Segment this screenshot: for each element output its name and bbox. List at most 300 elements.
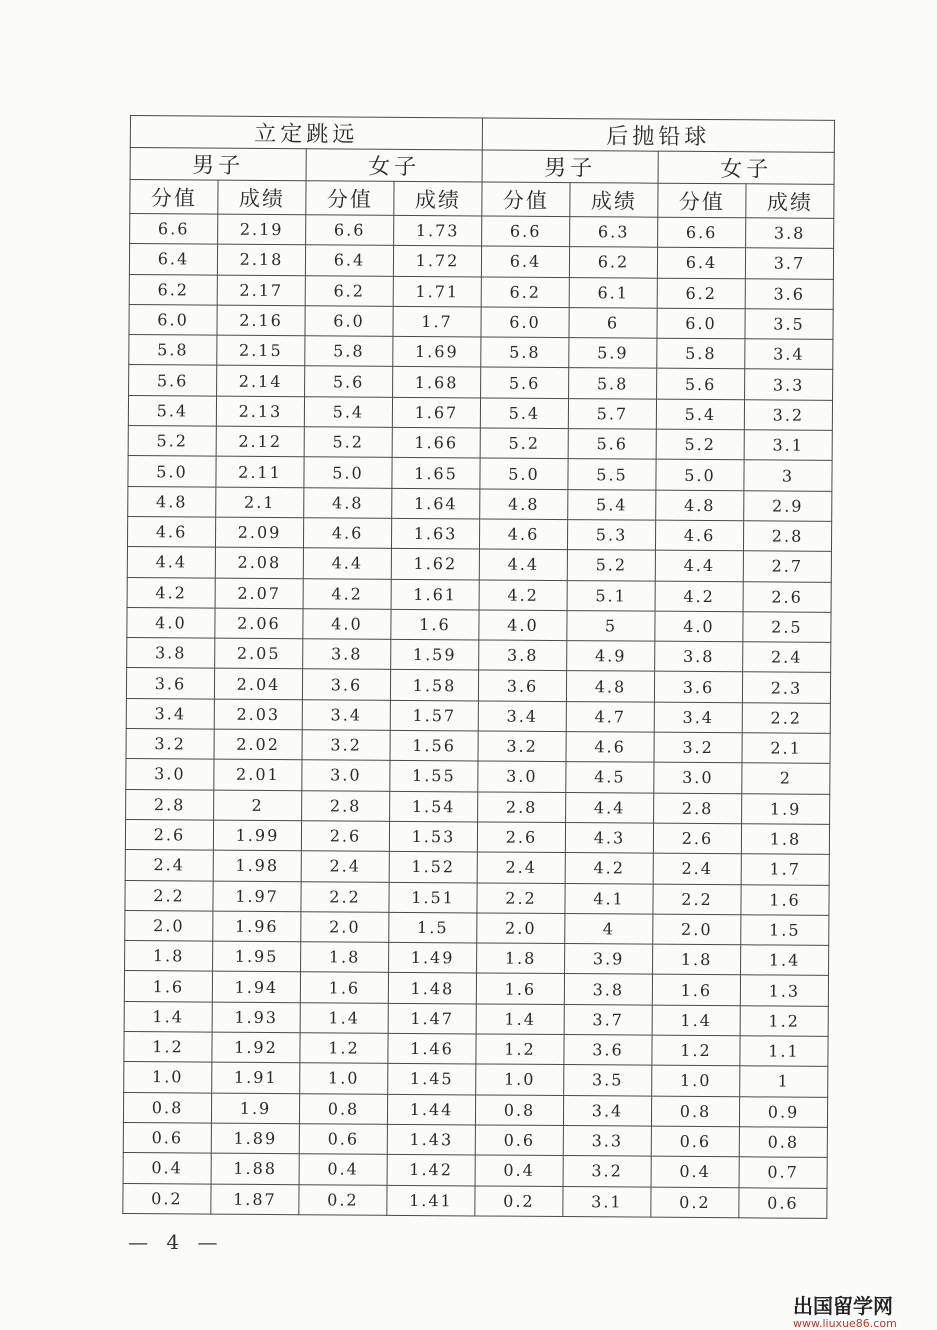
- score-cell: 5.4: [656, 399, 744, 430]
- score-cell: 3.2: [654, 732, 742, 763]
- result-cell: 2: [742, 763, 830, 794]
- score-cell: 2.6: [653, 823, 741, 854]
- table-row: [123, 1092, 827, 1127]
- result-cell: 3.8: [746, 218, 834, 249]
- score-cell: 5.6: [657, 369, 745, 400]
- result-cell: 1.9: [211, 1093, 299, 1124]
- event-header-row: [130, 116, 834, 153]
- score-cell: 4.0: [303, 609, 391, 640]
- result-cell: 1.3: [740, 975, 828, 1006]
- score-cell: 5.6: [129, 365, 217, 396]
- column-header-row: [130, 180, 834, 219]
- result-cell: 1.88: [211, 1153, 299, 1184]
- result-cell: 6.1: [569, 277, 657, 308]
- result-cell: 1.47: [388, 1003, 476, 1034]
- score-cell: 2.8: [478, 792, 566, 823]
- result-cell: 4: [565, 913, 653, 944]
- score-cell: 2.0: [477, 913, 565, 944]
- score-cell: 5.4: [480, 398, 568, 429]
- score-cell: 3.8: [479, 640, 567, 671]
- result-cell: 1.57: [390, 700, 478, 731]
- score-cell: 1.0: [300, 1063, 388, 1094]
- table-row: [123, 1122, 827, 1157]
- result-cell: 5.6: [568, 429, 656, 460]
- score-body: [123, 214, 834, 1219]
- score-cell: 2.4: [125, 850, 213, 881]
- result-cell: 0.9: [739, 1096, 827, 1127]
- result-cell: 1.67: [392, 397, 480, 428]
- result-cell: 3.7: [564, 1004, 652, 1035]
- table-row: [123, 1183, 827, 1218]
- result-cell: 5.8: [569, 368, 657, 399]
- score-cell: 3.8: [127, 638, 215, 669]
- score-cell: 2.0: [653, 914, 741, 945]
- score-cell: 5.0: [656, 460, 744, 491]
- score-cell: 2.2: [477, 882, 565, 913]
- result-cell: 1.93: [212, 1002, 300, 1033]
- result-cell: 1.58: [390, 670, 478, 701]
- score-cell: 6.6: [482, 216, 570, 247]
- column-header: 分值: [130, 180, 218, 215]
- result-cell: 1.69: [393, 337, 481, 368]
- result-cell: 4.2: [565, 853, 653, 884]
- score-cell: 0.4: [475, 1155, 563, 1186]
- score-cell: 3.0: [478, 761, 566, 792]
- score-cell: 3.6: [302, 669, 390, 700]
- score-cell: 3.2: [302, 730, 390, 761]
- score-cell: 0.8: [123, 1092, 211, 1123]
- score-cell: 2.0: [301, 912, 389, 943]
- result-cell: 0.6: [739, 1187, 827, 1218]
- result-cell: 2.2: [742, 703, 830, 734]
- result-cell: 1.99: [213, 820, 301, 851]
- result-cell: 1.56: [390, 730, 478, 761]
- score-cell: 4.6: [303, 518, 391, 549]
- result-cell: 1.2: [740, 1006, 828, 1037]
- score-cell: 4.2: [127, 577, 215, 608]
- table-row: [127, 577, 831, 612]
- score-cell: 3.6: [478, 670, 566, 701]
- score-cell: 4.8: [128, 486, 216, 517]
- result-cell: 5.5: [568, 459, 656, 490]
- result-cell: 1.45: [388, 1064, 476, 1095]
- score-cell: 1.8: [477, 943, 565, 974]
- score-cell: 0.8: [299, 1093, 387, 1124]
- score-cell: 1.2: [476, 1034, 564, 1065]
- score-cell: 4.2: [303, 578, 391, 609]
- gender-female-long-jump: 女子: [306, 149, 482, 182]
- score-cell: 2.0: [125, 910, 213, 941]
- score-cell: 0.8: [475, 1095, 563, 1126]
- result-cell: 5: [567, 610, 655, 641]
- result-cell: 2.12: [216, 426, 304, 457]
- result-cell: 2.4: [743, 642, 831, 673]
- result-cell: 3.7: [745, 248, 833, 279]
- result-cell: 2.3: [742, 672, 830, 703]
- result-cell: 2.04: [214, 669, 302, 700]
- score-cell: 6.6: [306, 215, 394, 246]
- column-header: 分值: [306, 181, 394, 216]
- column-header: 成绩: [570, 183, 658, 218]
- score-cell: 6.6: [130, 214, 218, 245]
- result-cell: 1.41: [387, 1185, 475, 1216]
- score-cell: 1.4: [476, 1004, 564, 1035]
- gender-male-long-jump: 男子: [130, 148, 306, 181]
- result-cell: 3.5: [745, 309, 833, 340]
- table-row: [126, 789, 830, 824]
- score-cell: 5.0: [480, 458, 568, 489]
- score-cell: 3.4: [478, 701, 566, 732]
- result-cell: 1.95: [213, 941, 301, 972]
- result-cell: 2.08: [215, 547, 303, 578]
- score-table: [122, 115, 835, 1219]
- result-cell: 1.92: [212, 1032, 300, 1063]
- result-cell: 0.8: [739, 1127, 827, 1158]
- score-cell: 2.4: [477, 852, 565, 883]
- result-cell: 1.46: [388, 1033, 476, 1064]
- table-row: [128, 486, 832, 521]
- result-cell: 1.91: [212, 1062, 300, 1093]
- score-cell: 2.4: [653, 853, 741, 884]
- gender-male-shot-put: 男子: [482, 150, 658, 183]
- result-cell: 4.7: [566, 701, 654, 732]
- result-cell: 6.2: [569, 247, 657, 278]
- score-cell: 1.6: [476, 973, 564, 1004]
- result-cell: 1.5: [741, 915, 829, 946]
- result-cell: 1.89: [211, 1123, 299, 1154]
- table-row: [127, 516, 831, 551]
- column-header: 成绩: [218, 180, 306, 215]
- table-row: [126, 698, 830, 733]
- table-row: [128, 456, 832, 491]
- watermark-logo: [793, 1290, 897, 1330]
- result-cell: 2.01: [214, 759, 302, 790]
- result-cell: 1.51: [389, 882, 477, 913]
- table-row: [124, 1031, 828, 1066]
- score-cell: 0.2: [475, 1185, 563, 1216]
- result-cell: 3.6: [564, 1035, 652, 1066]
- score-cell: 3.0: [302, 760, 390, 791]
- score-cell: 5.2: [304, 427, 392, 458]
- result-cell: 1.8: [741, 824, 829, 855]
- score-cell: 2.8: [302, 790, 390, 821]
- score-cell: 2.2: [653, 884, 741, 915]
- score-cell: 5.8: [481, 337, 569, 368]
- score-cell: 5.6: [481, 367, 569, 398]
- score-cell: 6.4: [481, 246, 569, 277]
- table-row: [124, 1001, 828, 1036]
- result-cell: 2.9: [744, 490, 832, 521]
- watermark-url: www.liuxue86.com: [793, 1317, 897, 1330]
- result-cell: 3.2: [744, 400, 832, 431]
- score-cell: 1.2: [124, 1031, 212, 1062]
- score-cell: 1.8: [653, 944, 741, 975]
- result-cell: 1.97: [213, 881, 301, 912]
- score-cell: 5.0: [128, 456, 216, 487]
- result-cell: 2.17: [217, 275, 305, 306]
- score-cell: 6.2: [657, 278, 745, 309]
- table-row: [125, 819, 829, 854]
- result-cell: 1.43: [387, 1124, 475, 1155]
- result-cell: 5.4: [568, 489, 656, 520]
- result-cell: 3.4: [563, 1095, 651, 1126]
- score-cell: 1.6: [300, 972, 388, 1003]
- score-cell: 4.4: [479, 549, 567, 580]
- score-cell: 1.4: [652, 1005, 740, 1036]
- table-row: [126, 759, 830, 794]
- score-cell: 1.6: [652, 975, 740, 1006]
- result-cell: 1.44: [387, 1094, 475, 1125]
- result-cell: 1.7: [741, 854, 829, 885]
- result-cell: 1.53: [389, 821, 477, 852]
- score-cell: 1.4: [300, 1002, 388, 1033]
- result-cell: 2.05: [215, 638, 303, 669]
- score-cell: 5.2: [656, 429, 744, 460]
- score-cell: 4.0: [127, 607, 215, 638]
- score-cell: 3.4: [302, 699, 390, 730]
- result-cell: 1.54: [390, 791, 478, 822]
- score-cell: 4.8: [656, 490, 744, 521]
- table-row: [126, 668, 830, 703]
- score-cell: 3.8: [303, 639, 391, 670]
- watermark-title: 出国留学网: [793, 1294, 893, 1318]
- result-cell: 4.9: [567, 641, 655, 672]
- result-cell: 1.98: [213, 850, 301, 881]
- result-cell: 5.1: [567, 580, 655, 611]
- score-cell: 6.4: [305, 245, 393, 276]
- score-cell: 0.2: [123, 1183, 211, 1214]
- result-cell: 1.62: [391, 549, 479, 580]
- gender-female-shot-put: 女子: [658, 151, 834, 184]
- table-row: [128, 395, 832, 430]
- result-cell: 3.8: [564, 974, 652, 1005]
- page-number: — 4 —: [128, 1230, 224, 1254]
- column-header: 分值: [482, 182, 570, 217]
- result-cell: 0.7: [739, 1157, 827, 1188]
- column-header: 成绩: [394, 181, 482, 216]
- score-cell: 2.2: [125, 880, 213, 911]
- score-cell: 0.6: [123, 1122, 211, 1153]
- score-cell: 5.2: [480, 428, 568, 459]
- score-cell: 3.2: [478, 731, 566, 762]
- result-cell: 3.2: [563, 1156, 651, 1187]
- table-row: [124, 1062, 828, 1097]
- score-cell: 1.8: [125, 941, 213, 972]
- event-backward-shot-put: 后抛铅球: [482, 118, 834, 152]
- score-cell: 6.6: [658, 217, 746, 248]
- result-cell: 1.5: [389, 912, 477, 943]
- table-row: [129, 335, 833, 370]
- result-cell: 4.6: [566, 732, 654, 763]
- result-cell: 3.4: [745, 339, 833, 370]
- result-cell: 1.1: [740, 1036, 828, 1067]
- result-cell: 6.3: [570, 217, 658, 248]
- score-cell: 6.2: [481, 277, 569, 308]
- result-cell: 4.1: [565, 883, 653, 914]
- score-cell: 1.0: [476, 1064, 564, 1095]
- result-cell: 1.72: [393, 246, 481, 277]
- table-row: [125, 941, 829, 976]
- score-cell: 1.0: [652, 1065, 740, 1096]
- result-cell: 2: [214, 790, 302, 821]
- score-cell: 6.0: [305, 306, 393, 337]
- result-cell: 1.66: [392, 427, 480, 458]
- result-cell: 1.87: [211, 1184, 299, 1215]
- score-cell: 6.0: [129, 304, 217, 335]
- result-cell: 2.13: [216, 396, 304, 427]
- score-cell: 6.2: [305, 275, 393, 306]
- score-cell: 0.4: [651, 1156, 739, 1187]
- score-cell: 6.4: [129, 244, 217, 275]
- score-cell: 0.4: [123, 1153, 211, 1184]
- result-cell: 3: [744, 460, 832, 491]
- result-cell: 1.71: [393, 276, 481, 307]
- result-cell: 1.73: [394, 215, 482, 246]
- score-cell: 6.0: [657, 308, 745, 339]
- score-cell: 2.8: [654, 793, 742, 824]
- score-cell: 1.6: [124, 971, 212, 1002]
- result-cell: 4.5: [566, 762, 654, 793]
- score-cell: 3.4: [126, 698, 214, 729]
- result-cell: 1.61: [391, 579, 479, 610]
- result-cell: 1.65: [392, 458, 480, 489]
- column-header: 成绩: [746, 184, 834, 219]
- score-cell: 5.8: [305, 336, 393, 367]
- score-cell: 3.4: [654, 702, 742, 733]
- table-row: [127, 638, 831, 673]
- result-cell: 1.64: [392, 488, 480, 519]
- score-cell: 2.2: [301, 881, 389, 912]
- score-cell: 4.0: [479, 610, 567, 641]
- score-cell: 5.2: [128, 426, 216, 457]
- gender-header-row: [130, 148, 834, 185]
- result-cell: 1.49: [389, 942, 477, 973]
- score-cell: 1.2: [300, 1033, 388, 1064]
- score-cell: 4.0: [655, 611, 743, 642]
- score-cell: 2.4: [301, 851, 389, 882]
- result-cell: 3.3: [745, 369, 833, 400]
- result-cell: 2.02: [214, 729, 302, 760]
- result-cell: 2.7: [743, 551, 831, 582]
- table-row: [125, 850, 829, 885]
- score-cell: 0.4: [299, 1154, 387, 1185]
- result-cell: 2.06: [215, 608, 303, 639]
- result-cell: 1.7: [393, 306, 481, 337]
- score-cell: 3.0: [654, 763, 742, 794]
- result-cell: 4.8: [566, 671, 654, 702]
- result-cell: 1.68: [393, 367, 481, 398]
- result-cell: 1: [740, 1066, 828, 1097]
- result-cell: 2.6: [743, 581, 831, 612]
- result-cell: 1.48: [388, 973, 476, 1004]
- result-cell: 1.96: [213, 911, 301, 942]
- score-cell: 6.0: [481, 307, 569, 338]
- table-row: [127, 547, 831, 582]
- score-cell: 2.6: [477, 822, 565, 853]
- result-cell: 6: [569, 307, 657, 338]
- event-standing-long-jump: 立定跳远: [130, 116, 482, 150]
- result-cell: 4.3: [565, 822, 653, 853]
- result-cell: 5.7: [568, 398, 656, 429]
- score-cell: 2.8: [126, 789, 214, 820]
- score-cell: 0.2: [299, 1184, 387, 1215]
- score-cell: 4.2: [479, 580, 567, 611]
- result-cell: 1.94: [212, 972, 300, 1003]
- result-cell: 2.8: [743, 521, 831, 552]
- score-cell: 6.4: [657, 247, 745, 278]
- result-cell: 1.6: [741, 884, 829, 915]
- score-cell: 4.4: [303, 548, 391, 579]
- score-cell: 5.8: [657, 338, 745, 369]
- score-cell: 4.6: [655, 520, 743, 551]
- score-cell: 1.4: [124, 1001, 212, 1032]
- table-row: [129, 274, 833, 309]
- result-cell: 3.5: [564, 1065, 652, 1096]
- result-cell: 1.4: [741, 945, 829, 976]
- result-cell: 1.55: [390, 761, 478, 792]
- score-cell: 0.8: [651, 1096, 739, 1127]
- score-cell: 2.6: [125, 819, 213, 850]
- score-cell: 4.8: [480, 489, 568, 520]
- result-cell: 5.3: [567, 520, 655, 551]
- result-cell: 2.1: [742, 733, 830, 764]
- score-cell: 3.2: [126, 729, 214, 760]
- column-header: 分值: [658, 183, 746, 218]
- score-cell: 6.2: [129, 274, 217, 305]
- score-cell: 3.6: [654, 672, 742, 703]
- result-cell: 2.03: [214, 699, 302, 730]
- score-cell: 5.0: [304, 457, 392, 488]
- result-cell: 2.07: [215, 578, 303, 609]
- table-row: [129, 365, 833, 400]
- score-cell: 4.4: [655, 550, 743, 581]
- result-cell: 1.9: [742, 793, 830, 824]
- score-cell: 1.0: [124, 1062, 212, 1093]
- score-cell: 0.6: [475, 1125, 563, 1156]
- result-cell: 3.6: [745, 278, 833, 309]
- score-cell: 1.8: [301, 942, 389, 973]
- table-row: [129, 244, 833, 279]
- result-cell: 4.4: [566, 792, 654, 823]
- result-cell: 1.59: [391, 639, 479, 670]
- score-cell: 4.2: [655, 581, 743, 612]
- table-row: [125, 910, 829, 945]
- result-cell: 3.9: [565, 944, 653, 975]
- table-row: [126, 729, 830, 764]
- score-cell: 5.6: [305, 366, 393, 397]
- result-cell: 3.3: [563, 1125, 651, 1156]
- result-cell: 5.2: [567, 550, 655, 581]
- result-cell: 1.42: [387, 1155, 475, 1186]
- result-cell: 1.52: [389, 852, 477, 883]
- result-cell: 1.63: [391, 518, 479, 549]
- score-cell: 3.6: [126, 668, 214, 699]
- result-cell: 2.5: [743, 612, 831, 643]
- score-cell: 5.4: [128, 395, 216, 426]
- score-cell: 0.2: [651, 1187, 739, 1218]
- result-cell: 2.14: [217, 366, 305, 397]
- score-cell: 4.6: [479, 519, 567, 550]
- table-row: [127, 607, 831, 642]
- score-cell: 4.8: [304, 487, 392, 518]
- score-cell: 2.6: [301, 821, 389, 852]
- result-cell: 2.11: [216, 456, 304, 487]
- result-cell: 1.6: [391, 609, 479, 640]
- score-cell: 5.8: [129, 335, 217, 366]
- score-cell: 0.6: [651, 1126, 739, 1157]
- result-cell: 2.09: [215, 517, 303, 548]
- result-cell: 3.1: [563, 1186, 651, 1217]
